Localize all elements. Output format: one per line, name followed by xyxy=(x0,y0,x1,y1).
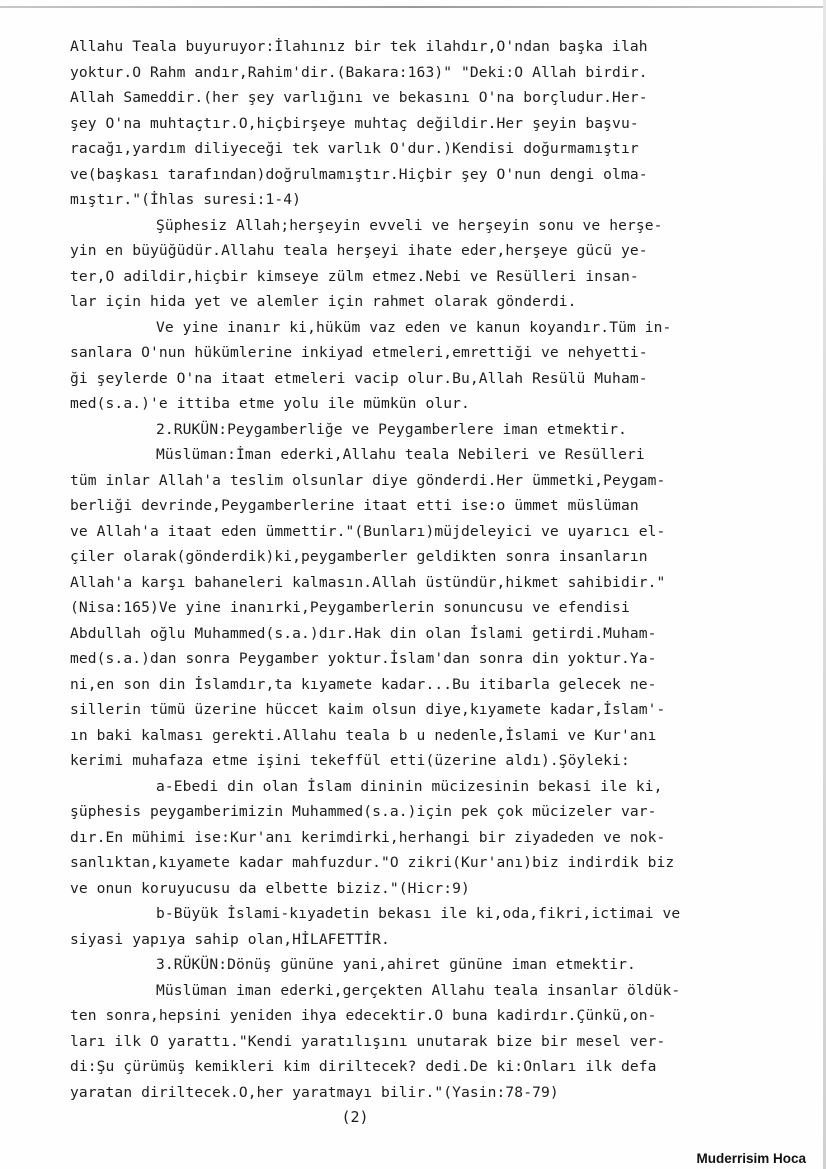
text-line: ve onun koruyucusu da elbette biziz."(Hicr:9) xyxy=(70,879,470,897)
text-line: Şüphesiz Allah;herşeyin evveli ve herşeyin sonu ve herşe- xyxy=(156,216,663,234)
text-line: yaratan diriltecek.O,her yaratmayı bilir."(Yasin:78-79) xyxy=(70,1083,559,1101)
text-line: ği şeylerde O'na itaat etmeleri vacip olur.Bu,Allah Resülü Muham- xyxy=(70,369,648,387)
text-line: med(s.a.)'e ittiba etme yolu ile mümkün olur. xyxy=(70,395,470,412)
text-line: racağı,yardım diliyeceği tek varlık O'dur.)Kendisi doğurmamıştır xyxy=(70,140,639,157)
text-line: ve(başkası tarafından)doğrulmamıştır.Hiçbir şey O'nun dengi olma- xyxy=(70,165,648,183)
text-line: (Nisa:165)Ve yine inanırki,Peygamberlerin sonuncusu ve efendisi xyxy=(70,599,630,616)
text-line: di:Şu çürümüş kemikleri kim diriltecek? dedi.De ki:Onları ilk defa xyxy=(70,1058,657,1075)
text-line: Allah'a karşı bahaneleri kalmasın.Allah üstündür,hikmet sahibidir." xyxy=(70,573,666,591)
text-line: ter,O adildir,hiçbir kimseye zülm etmez.Nebi ve Resülleri insan- xyxy=(70,267,639,285)
text-line: Müslüman:İman ederki,Allahu teala Nebileri ve Resülleri xyxy=(156,446,645,463)
text-line: sanlara O'nun hükümlerine inkiyad etmeleri,emrettiği ve nehyetti- xyxy=(70,344,648,361)
text-line: sillerin tümü üzerine hüccet kaim olsun diye,kıyamete kadar,İslam'- xyxy=(70,701,666,718)
text-line: sanlıktan,kıyamete kadar mahfuzdur."O zikri(Kur'anı)biz indirdik biz xyxy=(70,854,675,871)
document-body xyxy=(70,34,810,1105)
text-line: yoktur.O Rahm andır,Rahim'dir.(Bakara:163)" "Deki:O Allah birdir. xyxy=(70,63,648,81)
text-line: ları ilk O yarattı."Kendi yaratılışını unutarak bize bir mesel ver- xyxy=(70,1032,666,1050)
page-top-edge xyxy=(0,6,826,8)
text-line: çiler olarak(gönderdik)ki,peygamberler geldikten sonra insanların xyxy=(70,548,648,565)
text-line: siyasi yapıya sahip olan,HİLAFETTİR. xyxy=(70,930,390,948)
text-line: lar için hida yet ve alemler için rahmet olarak gönderdi. xyxy=(70,293,577,310)
text-line: Müslüman iman ederki,gerçekten Allahu teala insanlar öldük- xyxy=(156,981,681,999)
text-line: berliği devrinde,Peygamberlerine itaat etti ise:o ümmet müslüman xyxy=(70,497,639,514)
page-number: (2) xyxy=(341,1108,369,1126)
text-line: b-Büyük İslami-kıyadetin bekası ile ki,oda,fikri,ictimai ve xyxy=(156,905,681,922)
text-line: tüm inlar Allah'a teslim olsunlar diye gönderdi.Her ümmetki,Peygam- xyxy=(70,471,666,489)
text-line: dır.En mühimi ise:Kur'anı kerimdirki,herhangi bir ziyadeden ve nok- xyxy=(70,828,666,846)
text-line: kerimi muhafaza etme işini tekeffül etti(üzerine aldı).Şöyleki: xyxy=(70,752,630,769)
text-line: ve Allah'a itaat eden ümmettir."(Bunları)müjdeleyici ve uyarıcı el- xyxy=(70,522,666,540)
text-line: Ve yine inanır ki,hüküm vaz eden ve kanun koyandır.Tüm in- xyxy=(156,318,672,336)
watermark-label: Muderrisim Hoca xyxy=(696,1151,806,1166)
text-line: Allahu Teala buyuruyor:İlahınız bir tek ilahdır,O'ndan başka ilah xyxy=(70,38,648,55)
text-line: 2.RUKÜN:Peygamberliğe ve Peygamberlere iman etmektir. xyxy=(156,420,627,438)
text-line: med(s.a.)dan sonra Peygamber yoktur.İslam'dan sonra din yoktur.Ya- xyxy=(70,650,657,667)
text-line: yin en büyüğüdür.Allahu teala herşeyi ihate eder,herşeye gücü ye- xyxy=(70,242,648,259)
text-line: şüphesis peygamberimizin Muhammed(s.a.)için pek çok mücizeler var- xyxy=(70,803,657,820)
text-line: ın baki kalması gerekti.Allahu teala b u nedenle,İslami ve Kur'anı xyxy=(70,726,657,744)
text-line: ten sonra,hepsini yeniden ihya edecektir.O buna kadirdır.Çünkü,on- xyxy=(70,1007,657,1024)
text-line: şey O'na muhtaçtır.O,hiçbirşeye muhtaç değildir.Her şeyin başvu- xyxy=(70,114,639,132)
text-line: 3.RÜKÜN:Dönüş gününe yani,ahiret gününe iman etmektir. xyxy=(156,956,636,973)
text-line: Abdullah oğlu Muhammed(s.a.)dır.Hak din olan İslami getirdi.Muham- xyxy=(70,624,657,642)
text-line: mıştır."(İhlas suresi:1-4) xyxy=(70,191,302,208)
text-line: ni,en son din İslamdır,ta kıyamete kadar...Bu itibarla gelecek ne- xyxy=(70,675,657,693)
text-line: Allah Sameddir.(her şey varlığını ve bekasını O'na borçludur.Her- xyxy=(70,89,648,106)
text-line: a-Ebedi din olan İslam dininin mücizesinin bekasi ile ki, xyxy=(156,777,663,795)
